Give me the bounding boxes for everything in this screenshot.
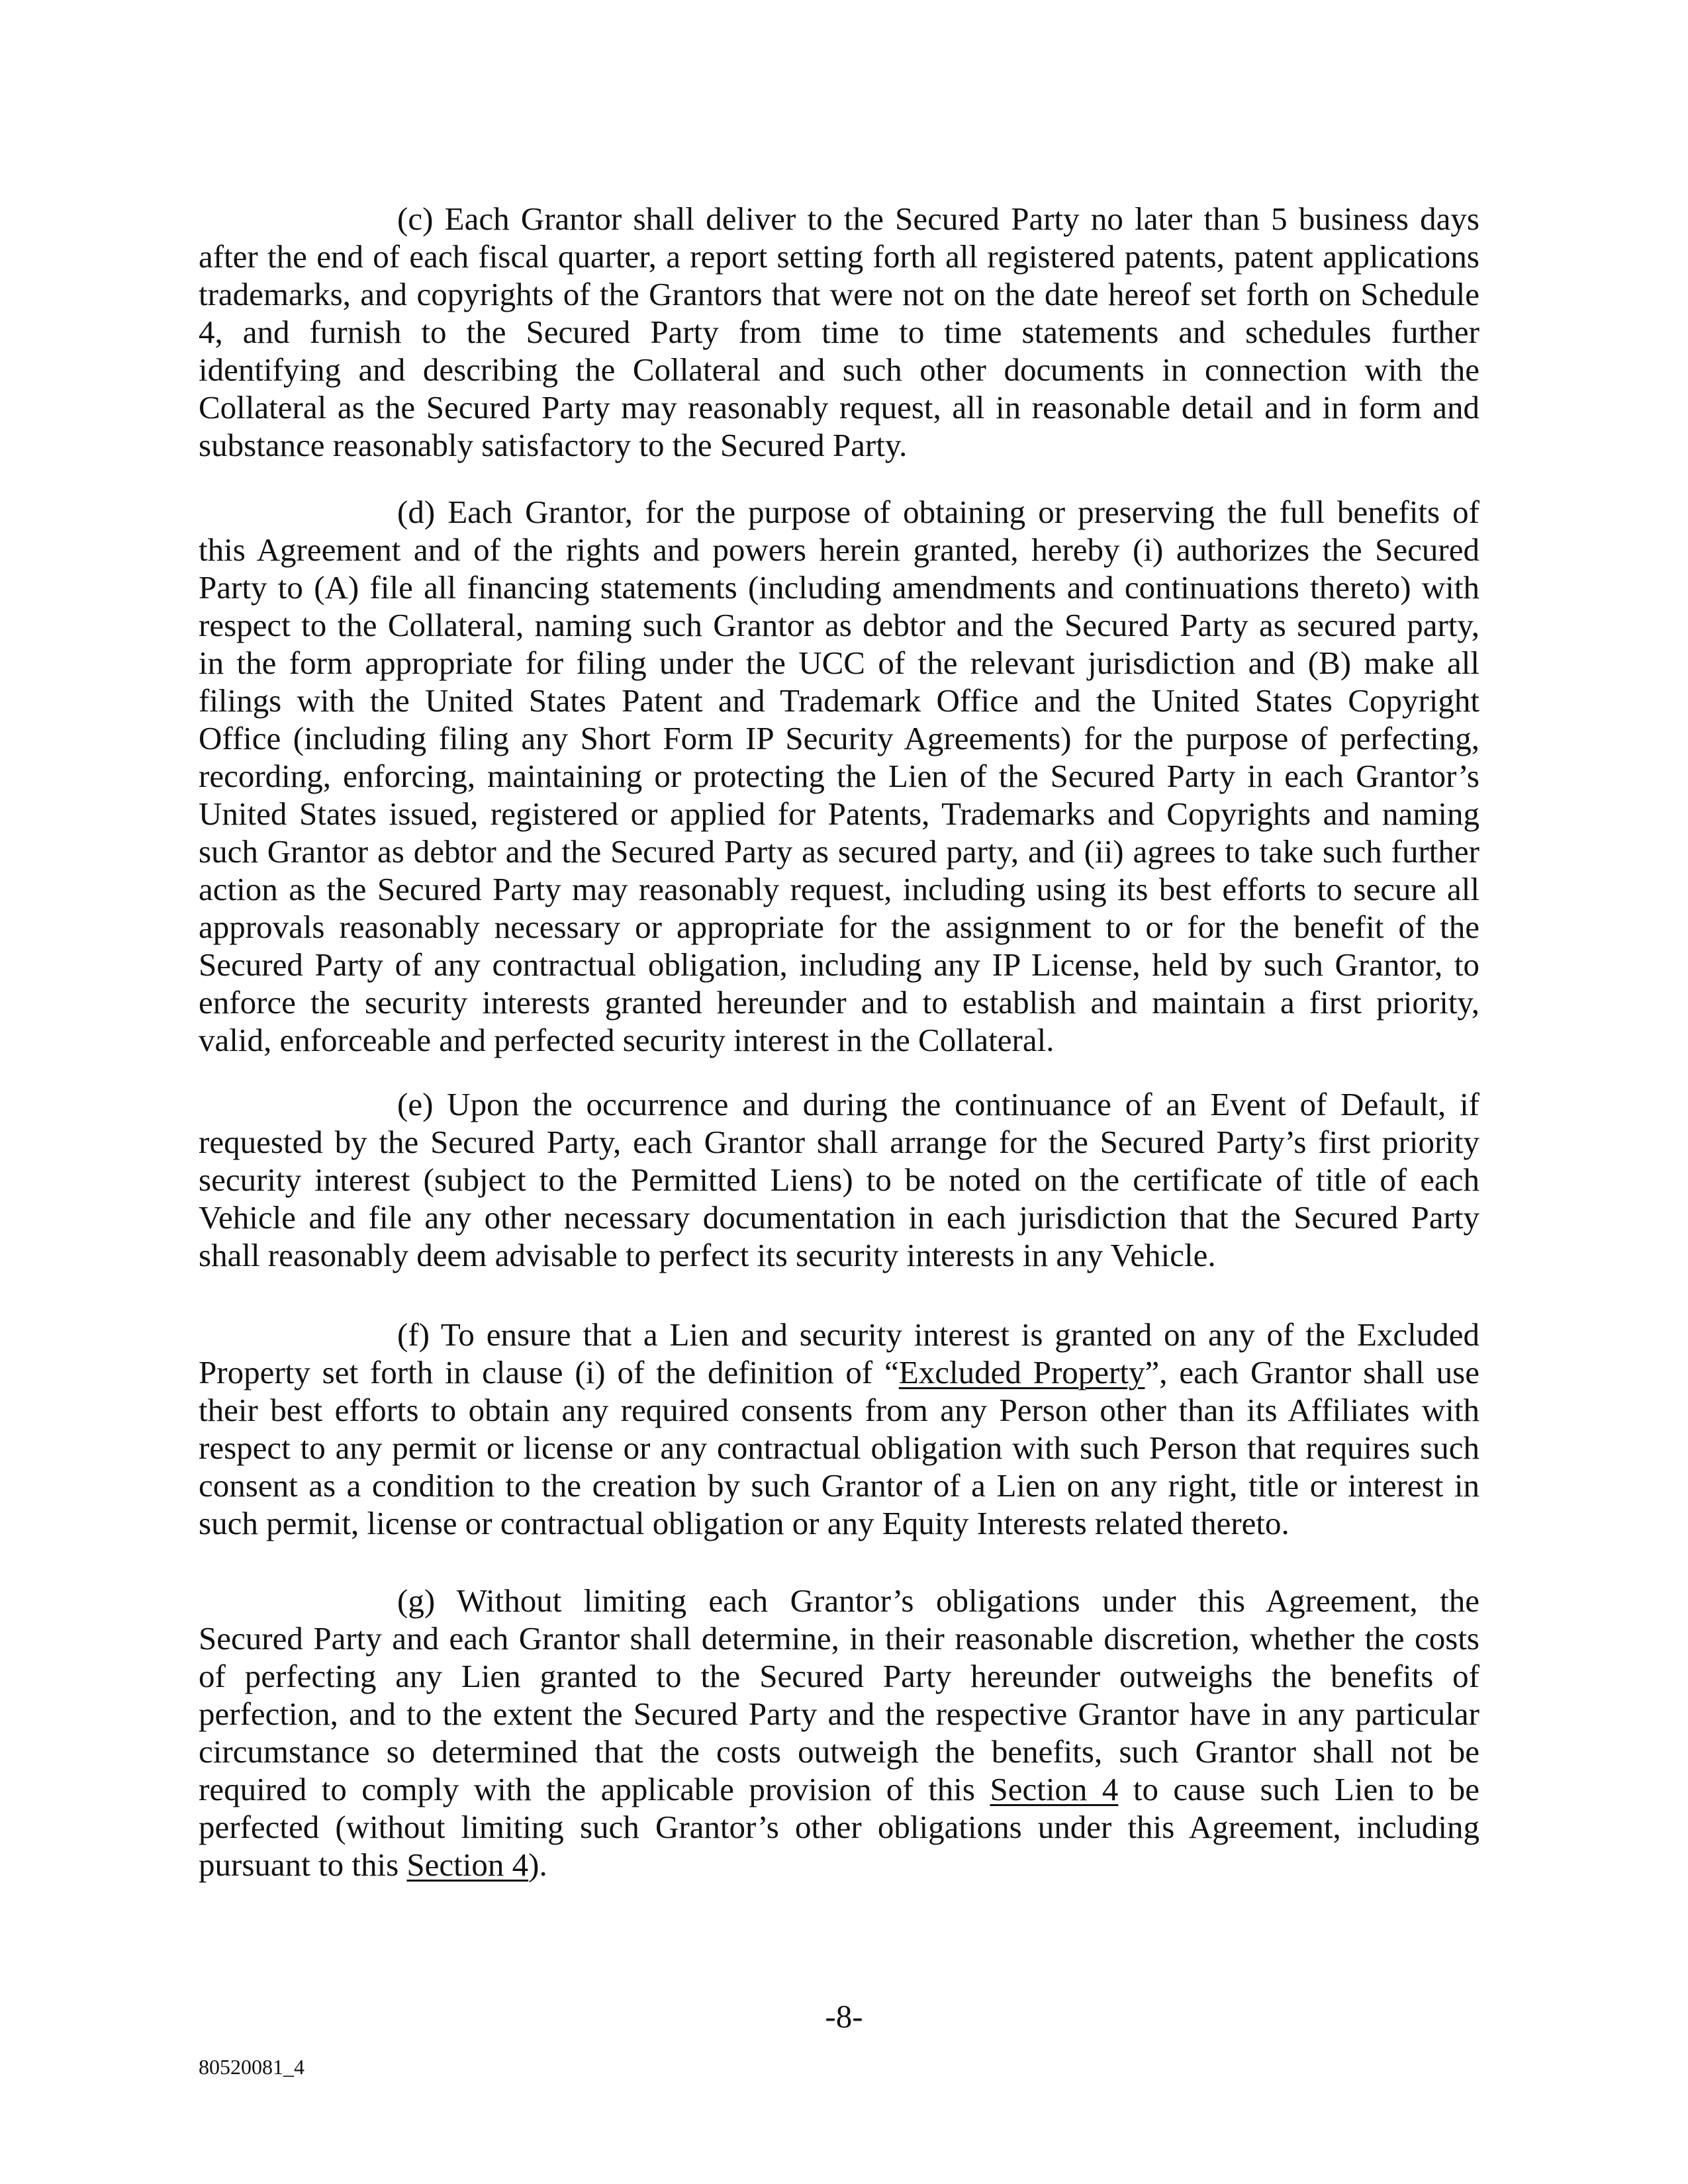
text-segment: (e) Upon the occurrence and during the continuance of an Event of Default, if xyxy=(397,1086,1479,1122)
cross-reference-link: Section 4 xyxy=(406,1846,529,1883)
text-line xyxy=(199,908,1479,946)
text-line xyxy=(199,238,1479,275)
text-segment: pursuant to this xyxy=(199,1846,407,1883)
text-line xyxy=(199,757,1479,795)
text-line xyxy=(199,1657,1479,1695)
text-line xyxy=(199,569,1479,606)
paragraph-e xyxy=(199,1085,1479,1274)
text-segment: respect to any permit or license or any contractual obligation with such Person that requires such xyxy=(199,1430,1479,1466)
text-segment: filings with the United States Patent and Trademark Office and the United States Copyright xyxy=(199,682,1479,719)
document-id: 80520081_4 xyxy=(199,2055,305,2079)
text-line xyxy=(199,426,1479,464)
text-line xyxy=(199,1085,1479,1123)
text-segment: such permit, license or contractual obligation or any Equity Interests related thereto. xyxy=(199,1505,1289,1541)
cross-reference-link: Section 4 xyxy=(990,1771,1119,1807)
text-line xyxy=(199,351,1479,388)
text-segment: (c) Each Grantor shall deliver to the Secured Party no later than 5 business days xyxy=(397,201,1479,237)
text-segment: approvals reasonably necessary or appropriate for the assignment to or for the benefit of the xyxy=(199,909,1479,945)
text-segment: Secured Party and each Grantor shall determine, in their reasonable discretion, whether the costs xyxy=(199,1620,1479,1657)
text-segment: Collateral as the Secured Party may reasonably request, all in reasonable detail and in form and xyxy=(199,389,1479,426)
text-segment: substance reasonably satisfactory to the Secured Party. xyxy=(199,427,908,463)
text-line xyxy=(199,682,1479,719)
text-line xyxy=(199,795,1479,833)
text-segment: 4, and furnish to the Secured Party from time to time statements and schedules further xyxy=(199,314,1479,350)
text-segment: in the form appropriate for filing under the UCC of the relevant jurisdiction and (B) make all xyxy=(199,645,1479,681)
text-segment: such Grantor as debtor and the Secured Party as secured party, and (ii) agrees to take such further xyxy=(199,833,1479,870)
text-segment: enforce the security interests granted hereunder and to establish and maintain a first priority, xyxy=(199,984,1479,1021)
text-segment: action as the Secured Party may reasonably request, including using its best efforts to secure all xyxy=(199,871,1479,907)
text-segment: perfected (without limiting such Grantor’s other obligations under this Agreement, including xyxy=(199,1809,1479,1845)
text-segment: perfection, and to the extent the Secured Party and the respective Grantor have in any particular xyxy=(199,1696,1479,1732)
text-line xyxy=(199,1123,1479,1161)
text-line xyxy=(199,1353,1479,1391)
text-line xyxy=(199,1021,1479,1059)
paragraph-g xyxy=(199,1582,1479,1884)
text-segment: ”, each Grantor shall use xyxy=(1145,1354,1479,1390)
text-line xyxy=(199,1199,1479,1236)
text-line xyxy=(199,493,1479,531)
paragraph-d xyxy=(199,493,1479,1059)
text-segment: to cause such Lien to be xyxy=(1118,1771,1480,1807)
text-line xyxy=(199,275,1479,313)
text-line xyxy=(199,870,1479,908)
text-segment: Party to (A) file all financing statements (including amendments and continuations thereto) with xyxy=(199,569,1479,606)
text-segment: valid, enforceable and perfected security interest in the Collateral. xyxy=(199,1022,1055,1058)
text-line xyxy=(199,388,1479,426)
text-line xyxy=(199,200,1479,238)
text-line xyxy=(199,833,1479,870)
text-segment: United States issued, registered or applied for Patents, Trademarks and Copyrights and naming xyxy=(199,796,1479,832)
text-segment: recording, enforcing, maintaining or protecting the Lien of the Secured Party in each Grantor’s xyxy=(199,758,1479,794)
text-segment: (f) To ensure that a Lien and security interest is granted on any of the Excluded xyxy=(397,1316,1479,1353)
text-line xyxy=(199,1467,1479,1504)
text-segment: Secured Party of any contractual obligation, including any IP License, held by such Grantor, to xyxy=(199,946,1479,983)
text-segment: consent as a condition to the creation by such Grantor of a Lien on any right, title or interest in xyxy=(199,1467,1479,1504)
text-segment: respect to the Collateral, naming such Grantor as debtor and the Secured Party as secured party, xyxy=(199,607,1479,643)
text-line xyxy=(199,531,1479,569)
text-line xyxy=(199,1236,1479,1274)
text-segment: after the end of each fiscal quarter, a report setting forth all registered patents, patent applications xyxy=(199,238,1479,275)
text-line xyxy=(199,1504,1479,1542)
text-segment: Vehicle and file any other necessary documentation in each jurisdiction that the Secured Party xyxy=(199,1199,1479,1236)
text-line xyxy=(199,1582,1479,1619)
text-segment: circumstance so determined that the costs outweigh the benefits, such Grantor shall not be xyxy=(199,1733,1479,1770)
text-segment: of perfecting any Lien granted to the Secured Party hereunder outweighs the benefits of xyxy=(199,1658,1479,1694)
text-line xyxy=(199,719,1479,757)
text-segment: requested by the Secured Party, each Grantor shall arrange for the Secured Party’s first priority xyxy=(199,1124,1479,1160)
text-segment: security interest (subject to the Permitted Liens) to be noted on the certificate of title of each xyxy=(199,1161,1479,1198)
text-line xyxy=(199,1808,1479,1846)
text-line xyxy=(199,1846,1479,1884)
text-segment: (d) Each Grantor, for the purpose of obtaining or preserving the full benefits of xyxy=(397,494,1479,530)
page-number: -8- xyxy=(825,1998,863,2034)
text-segment: trademarks, and copyrights of the Grantors that were not on the date hereof set forth on Schedule xyxy=(199,276,1479,312)
text-line xyxy=(199,1733,1479,1770)
text-line xyxy=(199,1770,1479,1808)
text-line xyxy=(199,1316,1479,1353)
paragraph-f xyxy=(199,1316,1479,1542)
text-segment: (g) Without limiting each Grantor’s obligations under this Agreement, the xyxy=(397,1582,1479,1619)
text-line xyxy=(199,1391,1479,1429)
text-segment: Property set forth in clause (i) of the definition of “ xyxy=(199,1354,899,1390)
text-line xyxy=(199,644,1479,682)
text-line xyxy=(199,1695,1479,1733)
text-line xyxy=(199,313,1479,351)
text-line xyxy=(199,1161,1479,1199)
text-line xyxy=(199,1429,1479,1467)
paragraph-c xyxy=(199,200,1479,464)
text-line xyxy=(199,606,1479,644)
cross-reference-link: Excluded Property xyxy=(898,1354,1145,1390)
text-segment: shall reasonably deem advisable to perfect its security interests in any Vehicle. xyxy=(199,1237,1216,1273)
text-segment: this Agreement and of the rights and powers herein granted, hereby (i) authorizes the Secured xyxy=(199,531,1479,568)
text-line xyxy=(199,983,1479,1021)
text-line xyxy=(199,946,1479,983)
text-segment: their best efforts to obtain any required consents from any Person other than its Affiliates with xyxy=(199,1392,1479,1428)
text-segment: required to comply with the applicable provision of this xyxy=(199,1771,990,1807)
text-segment: ). xyxy=(528,1846,547,1883)
text-line xyxy=(199,1619,1479,1657)
text-segment: identifying and describing the Collateral and such other documents in connection with the xyxy=(199,351,1479,388)
text-segment: Office (including filing any Short Form IP Security Agreements) for the purpose of perfecting, xyxy=(199,720,1479,756)
